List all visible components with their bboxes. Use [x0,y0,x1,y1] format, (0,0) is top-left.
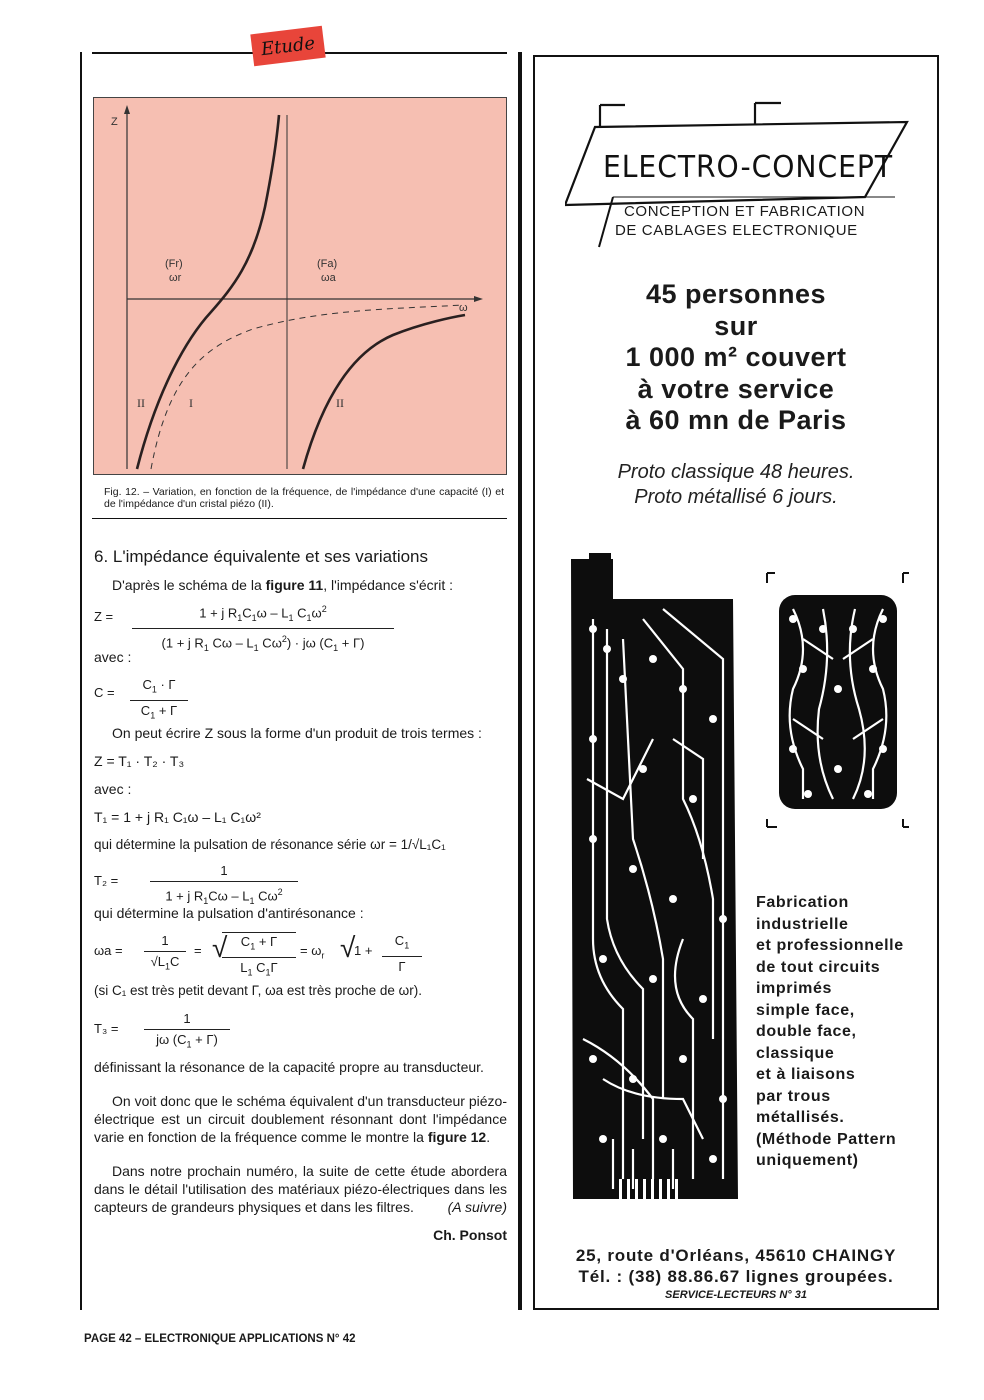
equation-c [94,672,507,722]
phone: Tél. : (38) 88.86.67 lignes groupées. [578,1267,894,1286]
section-title: 6. L'impédance équivalente et ses variations [94,547,429,566]
label-fr: (Fr) [165,258,183,270]
fab-line: métallisés. [756,1109,845,1126]
eq-wa-frac2: $\frac{C_1 + \Gamma}{L_1 C_1\Gamma}$ [222,932,296,981]
eq-wa-frac3: $\frac{C_1}{\Gamma}$ [382,932,422,976]
eq-c-lhs: C = [94,685,115,700]
headline-line3: 1 000 m² couvert [625,342,847,372]
fab-line: de tout circuits [756,958,881,976]
three-terms-paragraph: On peut écrire Z sous la forme d'un produit de trois termes : [112,725,482,741]
eq-c-fraction: $\frac{C_1 \cdot \Gamma}{C_1 + \Gamma}$ [130,676,188,724]
eq-t2-lhs: T₂ = [94,873,119,888]
t3-text: définissant la résonance de la capacité propre au transducteur. [94,1059,484,1075]
fab-line: imprimés [756,980,832,997]
label-wr: ωr [169,272,182,284]
antiresonance-text: qui détermine la pulsation d'antirésonance : [94,905,364,921]
equation-wa: ωa = $\frac{1}{√L_1C}$ = $\frac{C_1 + \Gamma}{L_1 C_1\Gamma}$ √ = $\omega_r$ √ 1 + $\frac{C_1}{\Gamma}$ [94,928,507,978]
fab-line: et professionnelle [756,937,904,954]
figure-12 [93,97,507,475]
fab-line: industrielle [756,915,849,933]
next-issue-paragraph: Dans notre prochain numéro, la suite de cette étude abordera dans le détail l'utilisation des matériaux piézo-électriques dans les capteurs de grandeurs physiques et dans les filtres. [94,1163,507,1215]
label-fa: (Fa) [317,258,338,270]
eq-t2-fraction: $\frac{1}{1 + j R_1C\omega - L_1 C\omega^2}$ [150,862,298,910]
fabrication-list [756,892,936,1172]
headline-line5: à 60 mn de Paris [625,405,847,435]
label-curve-ii-right: II [336,396,344,410]
eq-t3-lhs: T₃ = [94,1021,119,1036]
chart-background [94,98,507,475]
tagline [615,202,915,240]
tagline-line1: CONCEPTION ET FABRICATION [624,203,866,220]
page-footer: PAGE 42 – ELECTRONIQUE APPLICATIONS N° 42 [84,1333,356,1345]
pcb-board-large [563,539,743,1219]
fab-line: et à liaisons [756,1066,856,1083]
label-curve-i: I [189,396,193,410]
eq-z-lhs: Z = [94,609,114,624]
fab-line: par trous [756,1087,831,1105]
eq-wa-lhs: ωa = [94,943,123,958]
conclusion-paragraph: On voit donc que le schéma équivalent d'un transducteur piézo-électrique est un circuit doublement résonnant dont l'impédance varie en fonction de la fréquence comme le montre la figure 12. [94,1093,507,1145]
proto-metallised: Proto métallisé 6 jours. [634,486,838,508]
equation-t2 [94,860,507,904]
headline-line4: à votre service [637,373,835,404]
z-axis-label: Z [111,116,118,128]
address: 25, route d'Orléans, 45610 CHAINGY [575,1246,897,1265]
to-follow: (A suivre) [447,1199,507,1215]
article-body [94,540,507,1244]
section-tag-text: Etude [259,32,317,60]
avec-2: avec : [94,781,132,797]
pcb-board-small [763,569,913,831]
w-axis-label: ω [459,302,468,314]
product-equation: Z = T₁ · T₂ · T₃ [94,753,185,769]
eq-t3-fraction: $\frac{1}{j\omega (C_1 + \Gamma)}$ [144,1010,230,1054]
figure-caption: Fig. 12. – Variation, en fonction de la fréquence, de l'impédance d'une capacité (I) et de l'impédance d'un cristal piézo (II). [104,486,504,510]
series-resonance-text: qui détermine la pulsation de résonance série ωr = 1/√L₁C₁ [94,837,446,852]
proto-classic: Proto classique 48 heures. [617,461,855,483]
headline-line2: sur [714,310,758,341]
intro-paragraph: D'après le schéma de la figure 11, l'impédance s'écrit : [112,577,454,593]
eq-wa-frac1: $\frac{1}{√L_1C}$ [144,932,186,976]
label-curve-ii-left: II [137,396,145,410]
fab-line: double face, [756,1023,857,1040]
author: Ch. Ponsot [433,1227,507,1243]
headline-line1: 45 personnes [645,279,827,309]
advertisement [533,55,939,1310]
fab-line: Fabrication [756,894,849,911]
caption-rule [92,518,507,519]
fab-line: (Méthode Pattern [756,1130,897,1148]
impedance-chart [93,97,507,475]
t1-equation: T₁ = 1 + j R₁ C₁ω – L₁ C₁ω² [94,809,261,825]
brand-name: ELECTRO-CONCEPT [603,150,893,185]
equation-z [94,598,507,653]
contact-block [535,1245,937,1301]
fab-line: classique [756,1044,835,1062]
eq-z-fraction: $\frac{1 + j R_1C_1\omega - L_1 C_1\omega^2}{(1 + j R_1 C\omega - L_1 C\omega^2) \cdot j\omega (C_1 + \Gamma)}$ [132,600,394,657]
column-left-border [80,52,82,1310]
avec-1: avec : [94,649,132,665]
proto-times [535,460,937,510]
headline [535,279,937,437]
equation-t3 [94,1008,507,1054]
column-divider [518,52,522,1310]
note-text: (si C₁ est très petit devant Γ, ωa est très proche de ωr). [94,983,422,998]
label-wa: ωa [321,272,336,284]
section-tag [250,26,325,67]
fab-line: uniquement) [756,1152,859,1169]
fab-line: simple face, [756,1001,855,1019]
tagline-line2: DE CABLAGES ELECTRONIQUE [615,222,858,239]
service-lecteurs: SERVICE-LECTEURS N° 31 [665,1289,807,1301]
